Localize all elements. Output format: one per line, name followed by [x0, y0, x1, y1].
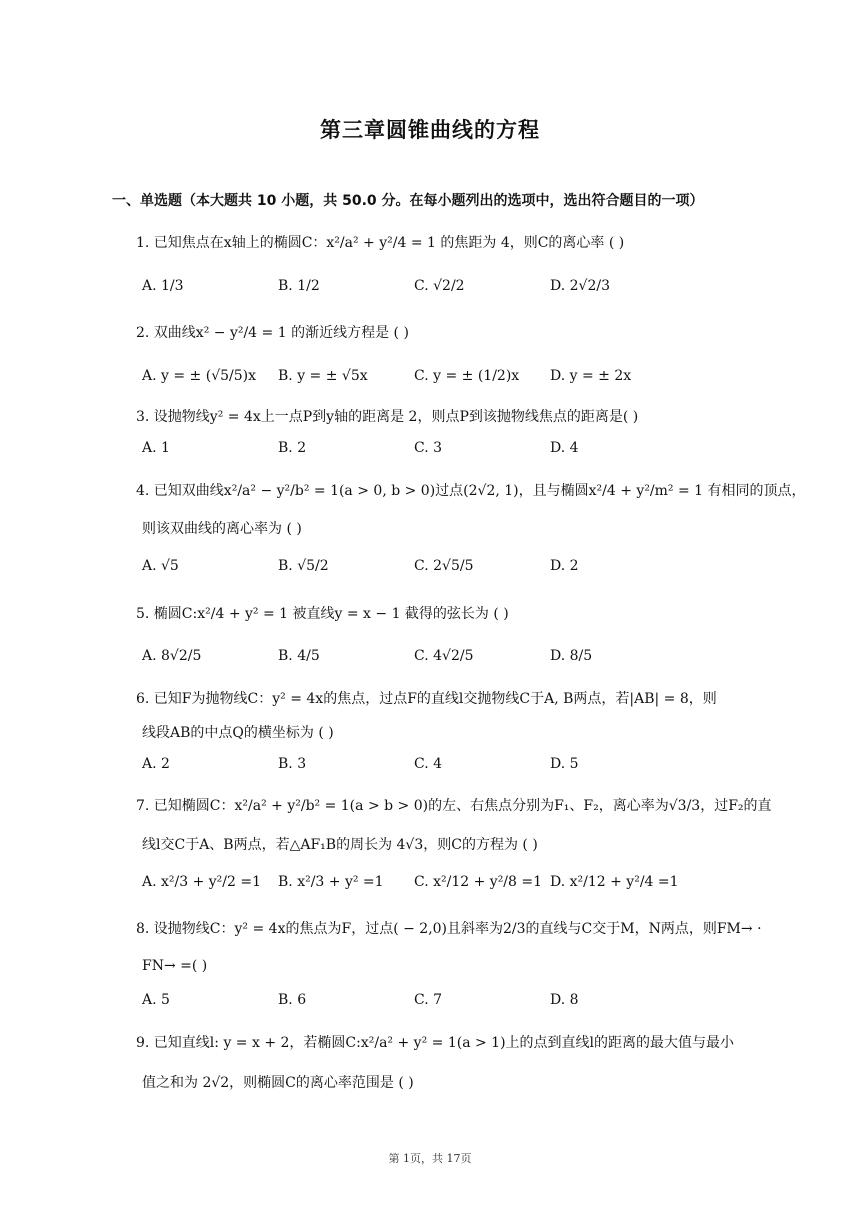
- question-4-option-b: B. √5/2: [278, 558, 329, 574]
- question-2-option-a: A. y = ± (√5/5)x: [142, 368, 257, 384]
- question-1-stem: 1. 已知焦点在x轴上的椭圆C：x²/a² + y²/4 = 1 的焦距为 4，则C的离心率 ( ): [136, 235, 625, 251]
- question-6-option-b: B. 3: [278, 756, 307, 772]
- page-title: 第三章圆锥曲线的方程: [320, 117, 540, 142]
- question-1-option-b: B. 1/2: [278, 278, 320, 294]
- question-5-option-b: B. 4/5: [278, 648, 320, 664]
- question-4-option-a: A. √5: [142, 558, 179, 574]
- question-3-option-a: A. 1: [142, 440, 170, 456]
- question-1-option-d: D. 2√2/3: [550, 278, 610, 294]
- question-5-option-d: D. 8/5: [550, 648, 593, 664]
- question-6-option-a: A. 2: [142, 756, 170, 772]
- question-4-option-d: D. 2: [550, 558, 579, 574]
- question-8-option-b: B. 6: [278, 992, 307, 1008]
- question-7-option-c: C. x²/12 + y²/8 =1: [414, 874, 543, 890]
- question-9-stem-cont: 值之和为 2√2，则椭圆C的离心率范围是 ( ): [142, 1075, 414, 1091]
- question-2-stem: 2. 双曲线x² − y²/4 = 1 的渐近线方程是 ( ): [136, 325, 409, 341]
- question-3-option-c: C. 3: [414, 440, 443, 456]
- question-8-stem: 8. 设抛物线C：y² = 4x的焦点为F，过点( − 2,0)且斜率为2/3的直线与C交于M，N两点，则FM→ ·: [136, 921, 762, 937]
- question-9-stem: 9. 已知直线l: y = x + 2，若椭圆C:x²/a² + y² = 1(a > 1)上的点到直线l的距离的最大值与最小: [136, 1035, 735, 1051]
- question-8-stem-cont: FN→ =( ): [142, 958, 208, 974]
- question-5-option-c: C. 4√2/5: [414, 648, 474, 664]
- question-7-stem-cont: 线l交C于A、B两点，若△AF₁B的周长为 4√3，则C的方程为 ( ): [142, 837, 538, 853]
- question-7-option-a: A. x²/3 + y²/2 =1: [142, 874, 262, 890]
- question-7-option-b: B. x²/3 + y² =1: [278, 874, 384, 890]
- question-6-stem-cont: 线段AB的中点Q的横坐标为 ( ): [142, 725, 334, 741]
- question-5-option-a: A. 8√2/5: [142, 648, 202, 664]
- page-footer: 第 1页，共 17页: [388, 1152, 472, 1165]
- question-7-stem: 7. 已知椭圆C：x²/a² + y²/b² = 1(a > b > 0)的左、右焦点分别为F₁、F₂，离心率为√3/3，过F₂的直: [136, 798, 772, 814]
- question-3-stem: 3. 设抛物线y² = 4x上一点P到y轴的距离是 2，则点P到该抛物线焦点的距离是( ): [136, 409, 639, 425]
- question-2-option-d: D. y = ± 2x: [550, 368, 632, 384]
- question-8-option-c: C. 7: [414, 992, 443, 1008]
- section-heading: 一、单选题（本大题共 10 小题，共 50.0 分。在每小题列出的选项中，选出符合题目的一项）: [112, 193, 704, 209]
- question-8-option-d: D. 8: [550, 992, 579, 1008]
- question-7-option-d: D. x²/12 + y²/4 =1: [550, 874, 679, 890]
- question-4-stem-cont: 则该双曲线的离心率为 ( ): [142, 521, 302, 537]
- question-3-option-b: B. 2: [278, 440, 307, 456]
- question-6-option-d: D. 5: [550, 756, 579, 772]
- question-5-stem: 5. 椭圆C:x²/4 + y² = 1 被直线y = x − 1 截得的弦长为 ( ): [136, 606, 509, 622]
- question-6-option-c: C. 4: [414, 756, 443, 772]
- question-1-option-c: C. √2/2: [414, 278, 465, 294]
- question-2-option-c: C. y = ± (1/2)x: [414, 368, 520, 384]
- question-4-option-c: C. 2√5/5: [414, 558, 474, 574]
- question-8-option-a: A. 5: [142, 992, 170, 1008]
- question-4-stem: 4. 已知双曲线x²/a² − y²/b² = 1(a > 0, b > 0)过点(2√2, 1)，且与椭圆x²/4 + y²/m² = 1 有相同的顶点，: [136, 483, 806, 499]
- question-3-option-d: D. 4: [550, 440, 579, 456]
- question-6-stem: 6. 已知F为抛物线C：y² = 4x的焦点，过点F的直线l交抛物线C于A, B两点，若|AB| = 8，则: [136, 691, 717, 707]
- question-2-option-b: B. y = ± √5x: [278, 368, 368, 384]
- question-1-option-a: A. 1/3: [142, 278, 184, 294]
